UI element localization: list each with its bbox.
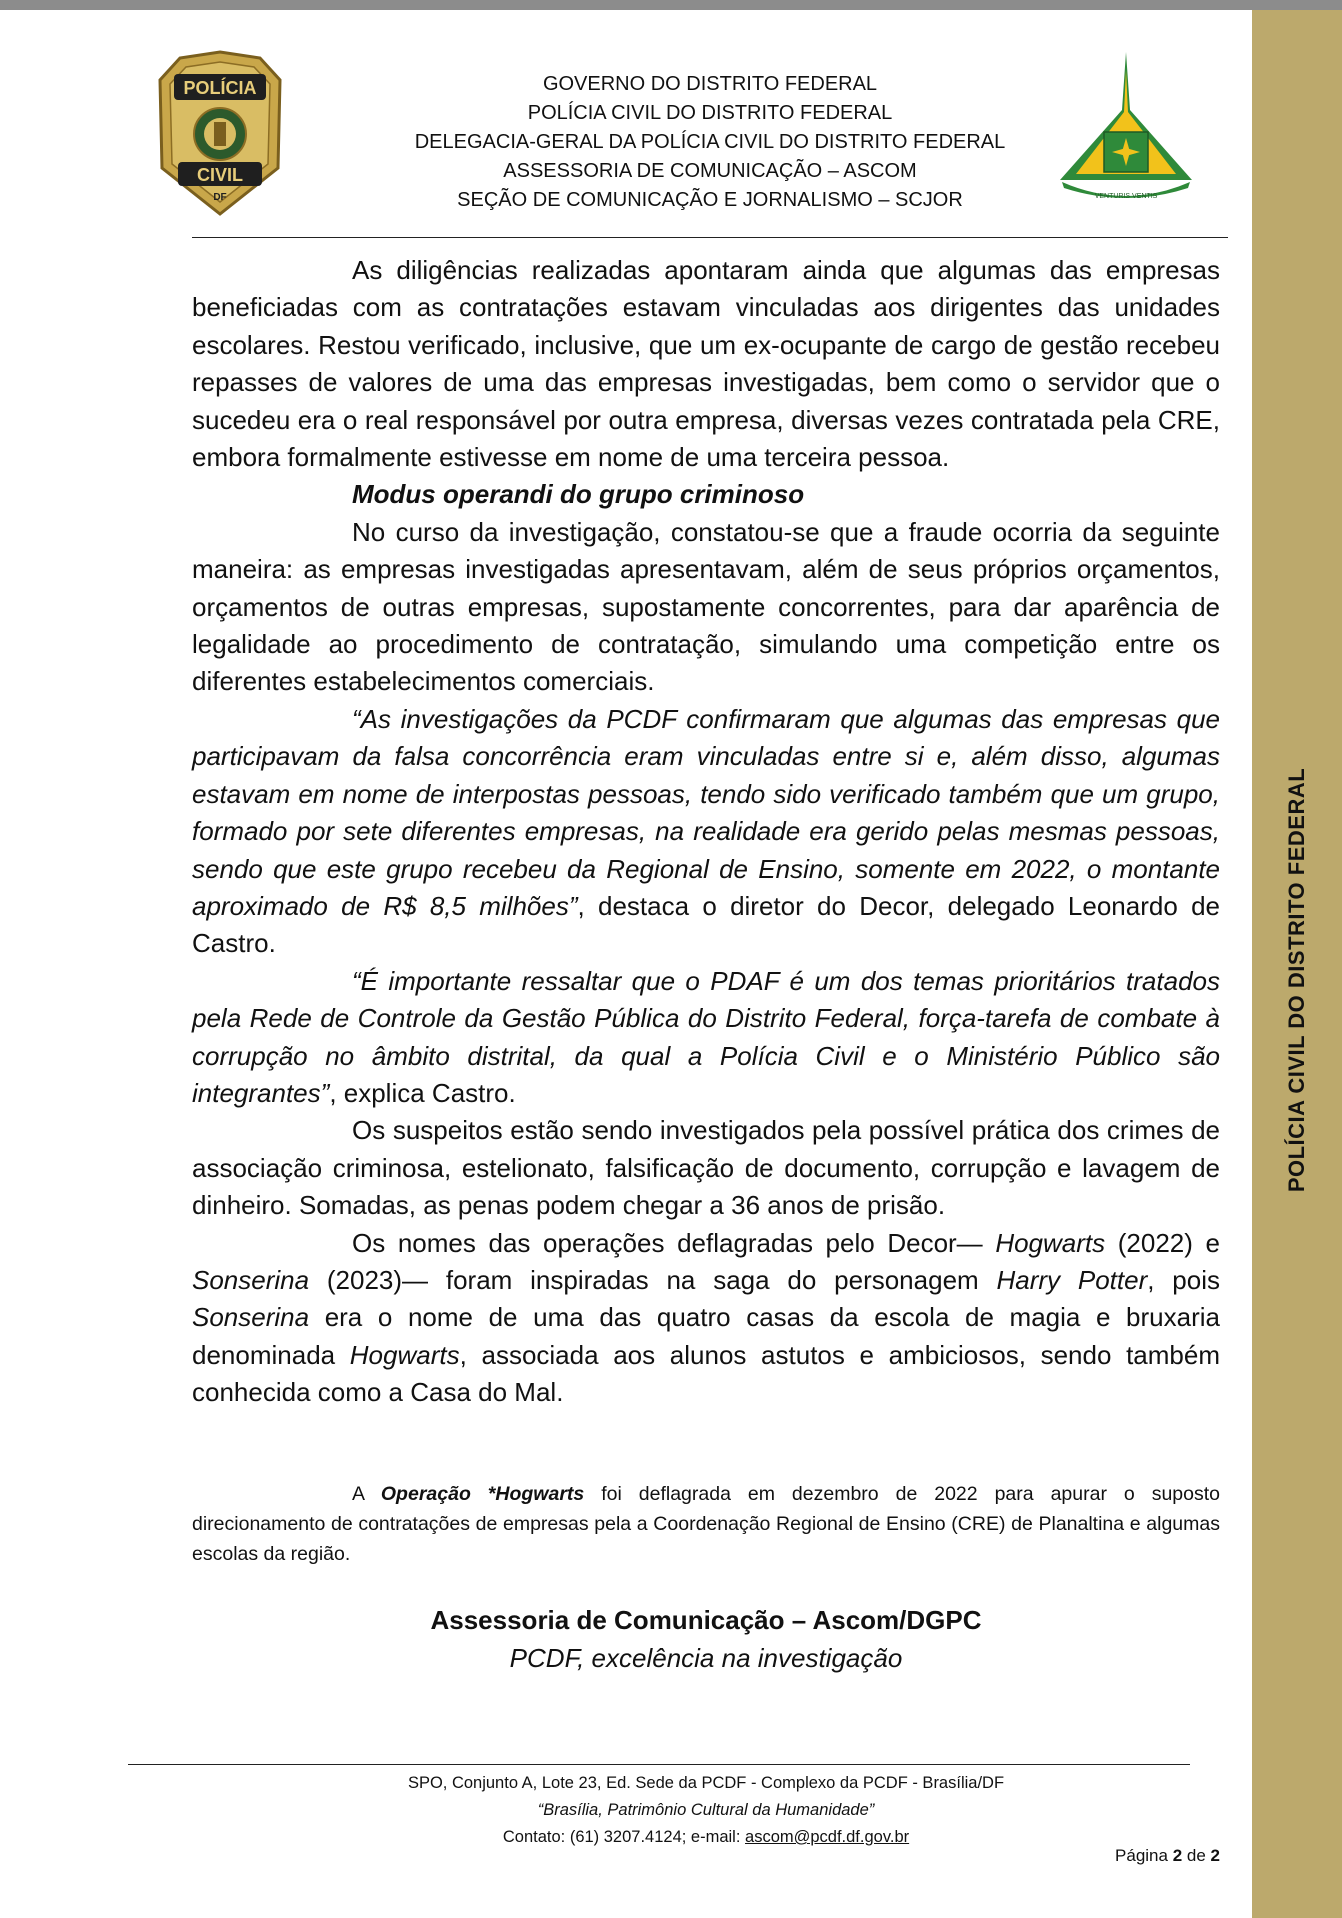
note-text-a: A xyxy=(352,1483,381,1505)
quote-1-text: “As investigações da PCDF confirmaram que algumas das empresas que participavam da falsa concorrência eram vinculadas entre si e, além disso, algumas estavam em nome de interpostas pessoas, tendo sido verificado também que um grupo, formado por sete diferentes empresas, na realidade era gerido pelas mesmas pessoas, sendo que este grupo recebeu da Regional de Ensino, somente em 2022, o montante aproximado de R$ 8,5 milhões” xyxy=(192,703,1220,921)
operation-note-text xyxy=(192,1479,1220,1569)
signature-motto: PCDF, excelência na investigação xyxy=(509,1643,903,1673)
badge-top-text: POLÍCIA xyxy=(183,78,257,98)
signature-name: Assessoria de Comunicação – Ascom/DGPC xyxy=(430,1605,982,1635)
p4-text-c: (2023)— foram inspiradas na saga do personagem xyxy=(309,1264,997,1295)
quote-1-attribution: , destaca o diretor do Decor, delegado Leonardo de Castro. xyxy=(192,890,1220,959)
header-rule xyxy=(192,237,1228,238)
p4-harry-potter: Harry Potter xyxy=(996,1264,1148,1295)
note-text-b: foi deflagrada em dezembro de 2022 para apurar o suposto direcionamento de contratações de empresas pela a Coordenação Regional de Ensino (CRE) de Planaltina e algumas escolas da região. xyxy=(192,1483,1220,1565)
quote-2-attribution: , explica Castro. xyxy=(329,1077,516,1108)
footer-address: SPO, Conjunto A, Lote 23, Ed. Sede da PCDF - Complexo da PCDF - Brasília/DF xyxy=(407,1774,1005,1792)
quote-1 xyxy=(192,701,1220,963)
note-operation-name: Operação *Hogwarts xyxy=(380,1483,585,1505)
letterhead-line-4: ASSESSORIA DE COMUNICAÇÃO – ASCOM xyxy=(503,160,917,182)
paragraph-4 xyxy=(192,1225,1220,1412)
letterhead-line-1: GOVERNO DO DISTRITO FEDERAL xyxy=(542,73,878,95)
p4-text-d: , pois xyxy=(1147,1264,1220,1295)
p4-text-f: , associada aos alunos astutos e ambiciosos, sendo também conhecida como a Casa do Mal. xyxy=(192,1339,1221,1408)
page-number xyxy=(1115,1846,1220,1866)
side-band-text: POLÍCIA CIVIL DO DISTRITO FEDERAL xyxy=(1284,767,1309,1193)
letterhead-line-5: SEÇÃO DE COMUNICAÇÃO E JORNALISMO – SCJOR xyxy=(457,189,963,211)
footer xyxy=(192,1770,1220,1851)
p4-text-b: (2022) e xyxy=(1105,1227,1220,1258)
footer-rule xyxy=(128,1764,1190,1765)
p4-hogwarts-1: Hogwarts xyxy=(995,1227,1106,1258)
paragraph-2: No curso da investigação, constatou-se que a fraude ocorria da seguinte maneira: as empresas investigadas apresentavam, além de seus próprios orçamentos, orçamentos de outras empresas, supostamente concorrentes, para dar aparência de legalidade ao procedimento de contratação, simulando uma competição entre os diferentes estabelecimentos comerciais. xyxy=(192,516,1220,697)
badge-sub-text: DF xyxy=(213,192,227,203)
quote-2-text: “É importante ressaltar que o PDAF é um dos temas prioritários tratados pela Rede de Controle da Gestão Pública do Distrito Federal, força-tarefa de combate à corrupção no âmbito distrital, da qual a Polícia Civil e o Ministério Público são integrantes” xyxy=(192,965,1220,1108)
letterhead-line-2: POLÍCIA CIVIL DO DISTRITO FEDERAL xyxy=(527,102,893,124)
quote-2 xyxy=(192,963,1220,1113)
page-label: Página xyxy=(1115,1846,1173,1865)
footer-contact xyxy=(192,1824,1220,1851)
top-border xyxy=(0,0,1342,10)
emblem-motto: VENTURIS VENTIS xyxy=(1094,193,1158,200)
footer-contact-text: Contato: (61) 3207.4124; e-mail: xyxy=(502,1828,746,1846)
operation-note xyxy=(192,1479,1220,1569)
section-heading: Modus operandi do grupo criminoso xyxy=(352,479,805,510)
p4-hogwarts-2: Hogwarts xyxy=(349,1339,460,1370)
page-of: de xyxy=(1182,1846,1211,1865)
signature-block xyxy=(192,1601,1220,1677)
p4-text-a: Os nomes das operações deflagradas pelo Decor— xyxy=(352,1227,996,1258)
page-current: 2 xyxy=(1172,1846,1183,1865)
p4-sonserina-1: Sonserina xyxy=(192,1264,310,1295)
footer-motto: “Brasília, Patrimônio Cultural da Humanidade” xyxy=(537,1801,875,1819)
paragraph-1: As diligências realizadas apontaram ainda que algumas das empresas beneficiadas com as contratações estavam vinculadas aos dirigentes das unidades escolares. Restou verificado, inclusive, que um ex-ocupante de cargo de gestão recebeu repasses de valores de uma das empresas investigadas, bem como o servidor que o sucedeu era o real responsável por outra empresa, diversas vezes contratada pela CRE, embora formalmente estivesse em nome de uma terceira pessoa. xyxy=(192,255,1220,473)
footer-email-link[interactable]: ascom@pcdf.df.gov.br xyxy=(745,1828,910,1846)
badge-bottom-text: CIVIL xyxy=(196,165,244,185)
p4-sonserina-2: Sonserina xyxy=(192,1302,310,1333)
police-badge-logo xyxy=(156,50,284,216)
p4-text-e: era o nome de uma das quatro casas da escola de magia e bruxaria denominada xyxy=(192,1302,1220,1370)
article-body xyxy=(192,252,1220,1412)
page-total: 2 xyxy=(1210,1846,1220,1865)
paragraph-3: Os suspeitos estão sendo investigados pela possível prática dos crimes de associação criminosa, estelionato, falsificação de documento, corrupção e lavagem de dinheiro. Somadas, as penas podem chegar a 36 anos de prisão. xyxy=(192,1115,1220,1221)
letterhead-line-3: DELEGACIA-GERAL DA POLÍCIA CIVIL DO DISTRITO FEDERAL xyxy=(414,131,1006,153)
letterhead xyxy=(330,70,1090,215)
